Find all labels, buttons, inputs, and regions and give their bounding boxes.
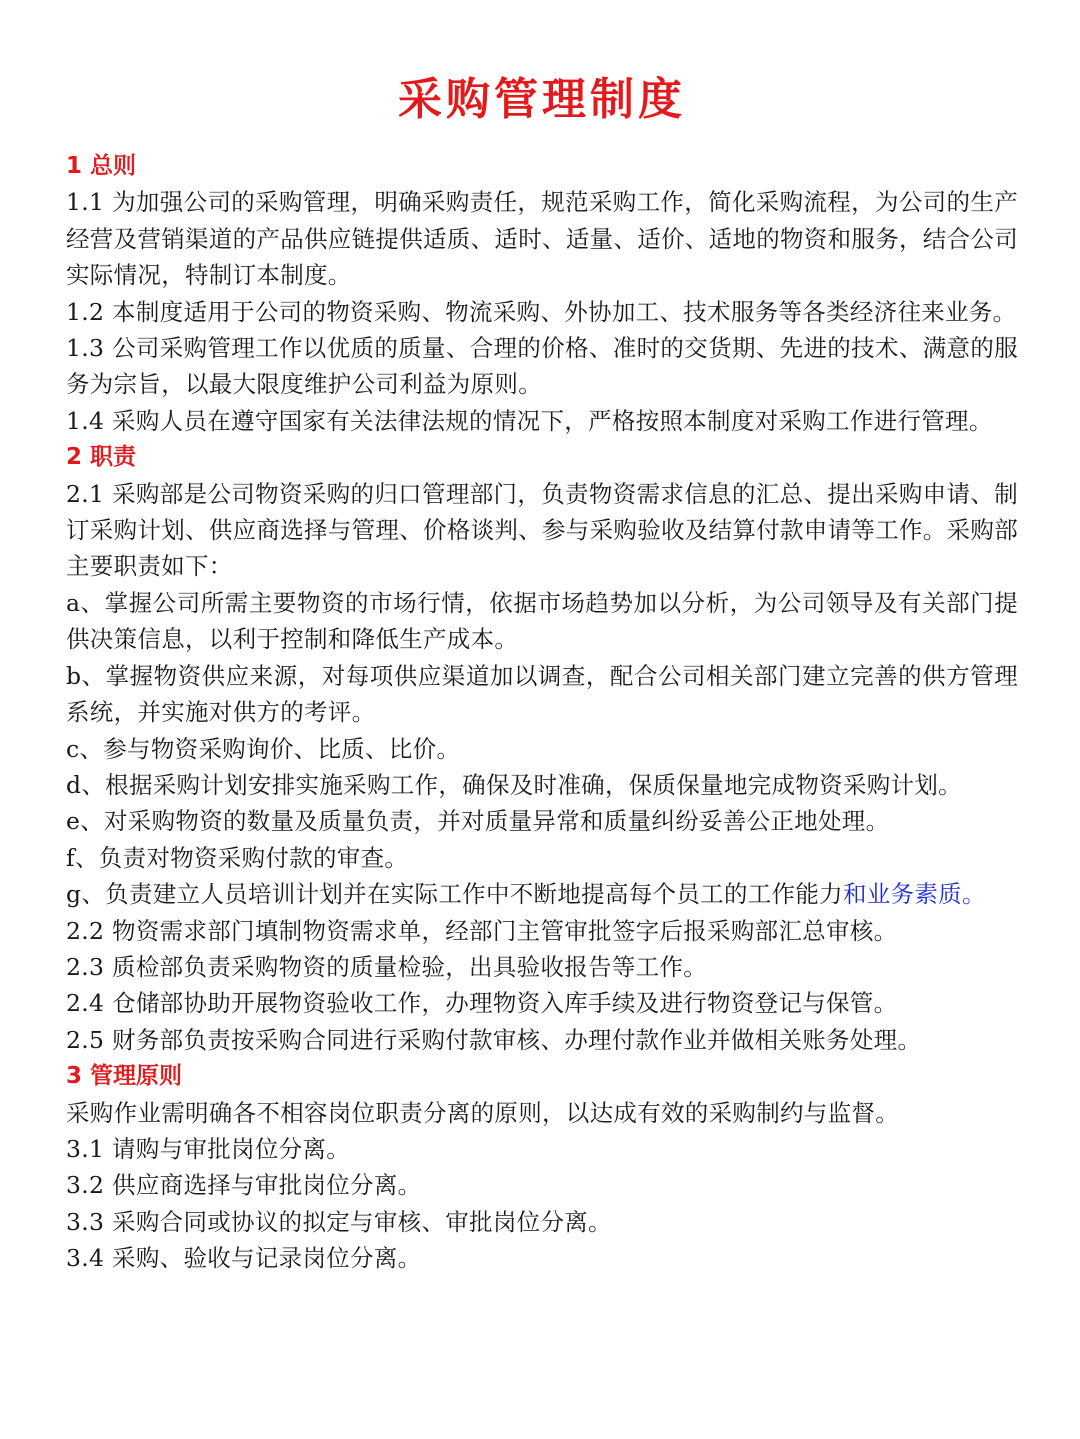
clause-1-3: 1.3 公司采购管理工作以优质的质量、合理的价格、准时的交货期、先进的技术、满意的服务为宗旨，以最大限度维护公司利益为原则。 bbox=[66, 334, 1018, 399]
section-duties bbox=[66, 439, 1018, 1058]
duty-item-f: f、负责对物资采购付款的审查。 bbox=[66, 843, 409, 872]
duty-item-e: e、对采购物资的数量及质量负责，并对质量异常和质量纠纷妥善公正地处理。 bbox=[66, 807, 890, 836]
duty-item-b: b、掌握物资供应来源，对每项供应渠道加以调查，配合公司相关部门建立完善的供方管理系统，并实施对供方的考评。 bbox=[66, 661, 1018, 727]
document-page bbox=[66, 0, 1018, 1277]
section-principles bbox=[66, 1058, 1018, 1276]
clause-2-4: 2.4 仓储部协助开展物资验收工作，办理物资入库手续及进行物资登记与保管。 bbox=[66, 989, 898, 1018]
section-heading-duties: 2 职责 bbox=[66, 444, 137, 471]
clause-2-5: 2.5 财务部负责按采购合同进行采购付款审核、办理付款作业并做相关账务处理。 bbox=[66, 1025, 922, 1054]
duty-item-a: a、掌握公司所需主要物资的市场行情，依据市场趋势加以分析，为公司领导及有关部门提供决策信息，以利于控制和降低生产成本。 bbox=[66, 588, 1018, 654]
clause-3-4: 3.4 采购、验收与记录岗位分离。 bbox=[66, 1244, 422, 1273]
clause-1-4: 1.4 采购人员在遵守国家有关法律法规的情况下，严格按照本制度对采购工作进行管理。 bbox=[66, 406, 993, 435]
section-general bbox=[66, 148, 1018, 439]
duty-item-g-highlight: 和业务素质。 bbox=[842, 880, 986, 909]
duty-item-c: c、参与物资采购询价、比质、比价。 bbox=[66, 734, 461, 763]
clause-2-2: 2.2 物资需求部门填制物资需求单，经部门主管审批签字后报采购部汇总审核。 bbox=[66, 916, 898, 945]
clause-3-3: 3.3 采购合同或协议的拟定与审核、审批岗位分离。 bbox=[66, 1207, 612, 1236]
clause-2-3: 2.3 质检部负责采购物资的质量检验，出具验收报告等工作。 bbox=[66, 952, 708, 981]
section-heading-general: 1 总则 bbox=[66, 153, 137, 179]
duty-item-d: d、根据采购计划安排实施采购工作，确保及时准确，保质保量地完成物资采购计划。 bbox=[66, 770, 962, 799]
document-title: 采购管理制度 bbox=[398, 74, 686, 125]
clause-3-1: 3.1 请购与审批岗位分离。 bbox=[66, 1134, 351, 1163]
duty-item-g-text: g、负责建立人员培训计划并在实际工作中不断地提高每个员工的工作能力 bbox=[66, 880, 843, 909]
principles-intro: 采购作业需明确各不相容岗位职责分离的原则，以达成有效的采购制约与监督。 bbox=[66, 1098, 899, 1127]
clause-3-2: 3.2 供应商选择与审批岗位分离。 bbox=[66, 1171, 422, 1200]
clause-1-2: 1.2 本制度适用于公司的物资采购、物流采购、外协加工、技术服务等各类经济往来业务。 bbox=[66, 297, 1017, 326]
clause-2-1: 2.1 采购部是公司物资采购的归口管理部门，负责物资需求信息的汇总、提出采购申请、制订采购计划、供应商选择与管理、价格谈判、参与采购验收及结算付款申请等工作。采购部主要职责如下： bbox=[66, 479, 1018, 581]
clause-1-1: 1.1 为加强公司的采购管理，明确采购责任，规范采购工作，简化采购流程，为公司的生产经营及营销渠道的产品供应链提供适质、适时、适量、适价、适地的物资和服务，结合公司实际情况，特制订本制度。 bbox=[66, 188, 1018, 290]
section-heading-principles: 3 管理原则 bbox=[66, 1063, 183, 1090]
duty-item-g bbox=[66, 876, 1018, 912]
